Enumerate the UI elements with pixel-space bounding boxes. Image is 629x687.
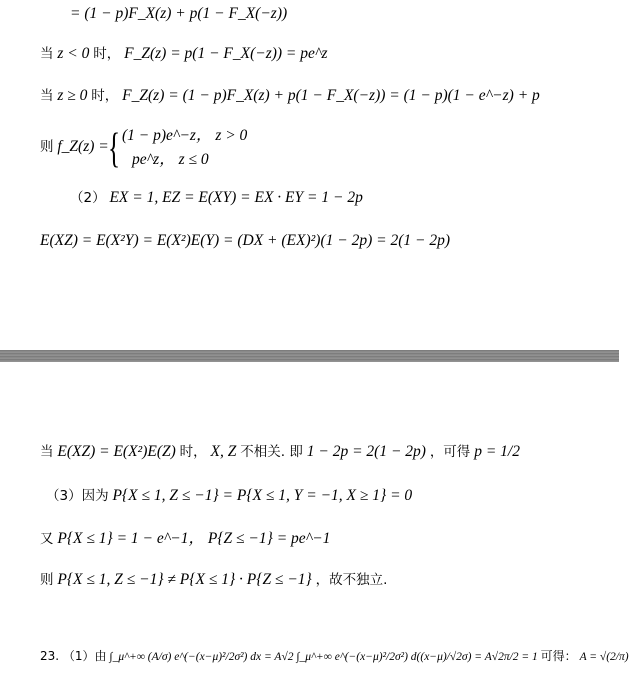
prob-eq-zero: P{X ≤ 1, Z ≤ −1} = P{X ≤ 1, Y = −1, X ≥ 1} = 0 — [112, 487, 413, 504]
label-also: 又 — [40, 531, 54, 547]
prob-values: P{X ≤ 1} = 1 − e^−1， P{Z ≤ −1} = pe^−1 — [57, 530, 331, 547]
label-when: 当 — [40, 46, 54, 62]
label-time: 时， — [179, 444, 207, 460]
eq-line-exz: E(XZ) = E(X²Y) = E(X²)E(Y) = (DX + (EX)²)(1 − 2p) = 2(1 − 2p) — [40, 232, 450, 249]
eq-line-part3 — [46, 486, 412, 506]
label-time: 时， — [91, 88, 119, 104]
page-bottom — [0, 362, 629, 687]
eq-line-z-negative — [40, 44, 327, 64]
eq-line-probabilities — [40, 529, 330, 549]
eq-line-z-nonnegative — [40, 86, 540, 106]
cdf-z-nonnegative: F_Z(z) = (1 − p)F_X(z) + p(1 − F_X(−z)) = (1 − p)(1 − e^−z) + p — [122, 87, 540, 104]
exz-condition: E(XZ) = E(X²)E(Z) — [57, 443, 176, 460]
part-number: （2） — [70, 190, 106, 206]
result-p: p = 1/2 — [474, 443, 520, 460]
problem-23-label: 23. （1）由 — [40, 649, 107, 663]
piecewise-brace: { — [108, 126, 121, 172]
label-then: 则 — [40, 139, 54, 155]
eq-1-2p: 1 − 2p = 2(1 − 2p) — [306, 443, 426, 460]
expectation-eq: EX = 1, EZ = E(XY) = EX · EY = 1 − 2p — [109, 189, 363, 206]
part3-because: （3）因为 — [46, 488, 109, 504]
label-time: 时， — [93, 46, 121, 62]
label-when: 当 — [40, 88, 54, 104]
eq-line-density-lhs — [40, 137, 109, 157]
condition-z-nonnegative: z ≥ 0 — [57, 87, 88, 104]
eq-line-not-independent — [40, 570, 387, 590]
density-lhs: f_Z(z) = — [57, 138, 109, 155]
result-a: A = √(2/π) — [579, 651, 629, 663]
text-obtain: ，可得 — [429, 444, 471, 460]
condition-z-negative: z < 0 — [57, 45, 90, 62]
label-then: 则 — [40, 572, 54, 588]
density-case-nonpositive: pe^z， z ≤ 0 — [132, 151, 209, 168]
integral-eq: ∫_μ^+∞ (A/σ) e^(−(x−μ)²/2σ²) dx = A√2 ∫_μ^+∞ e^(−(x−μ)²/2σ²) d((x−μ)/√2σ) = A√2π/2 = 1 — [109, 651, 538, 663]
page-break-divider — [0, 350, 619, 362]
cdf-z-negative: F_Z(z) = p(1 − F_X(−z)) = pe^z — [124, 45, 328, 62]
text-obtain-a: 可得： — [540, 649, 577, 663]
vars-xz: X, Z — [210, 443, 237, 460]
eq-line-problem-23 — [40, 646, 629, 667]
eq-line-cdf-expansion: = (1 − p)F_X(z) + p(1 − F_X(−z)) — [70, 5, 288, 22]
label-when: 当 — [40, 444, 54, 460]
eq-line-uncorrelated — [40, 442, 520, 462]
text-not-independent: ，故不独立. — [315, 572, 388, 588]
eq-line-expectations — [70, 188, 363, 208]
text-uncorrelated: 不相关. 即 — [240, 444, 303, 460]
density-case-positive: (1 − p)e^−z， z > 0 — [122, 127, 248, 144]
prob-inequality: P{X ≤ 1, Z ≤ −1} ≠ P{X ≤ 1} · P{Z ≤ −1} — [57, 571, 312, 588]
